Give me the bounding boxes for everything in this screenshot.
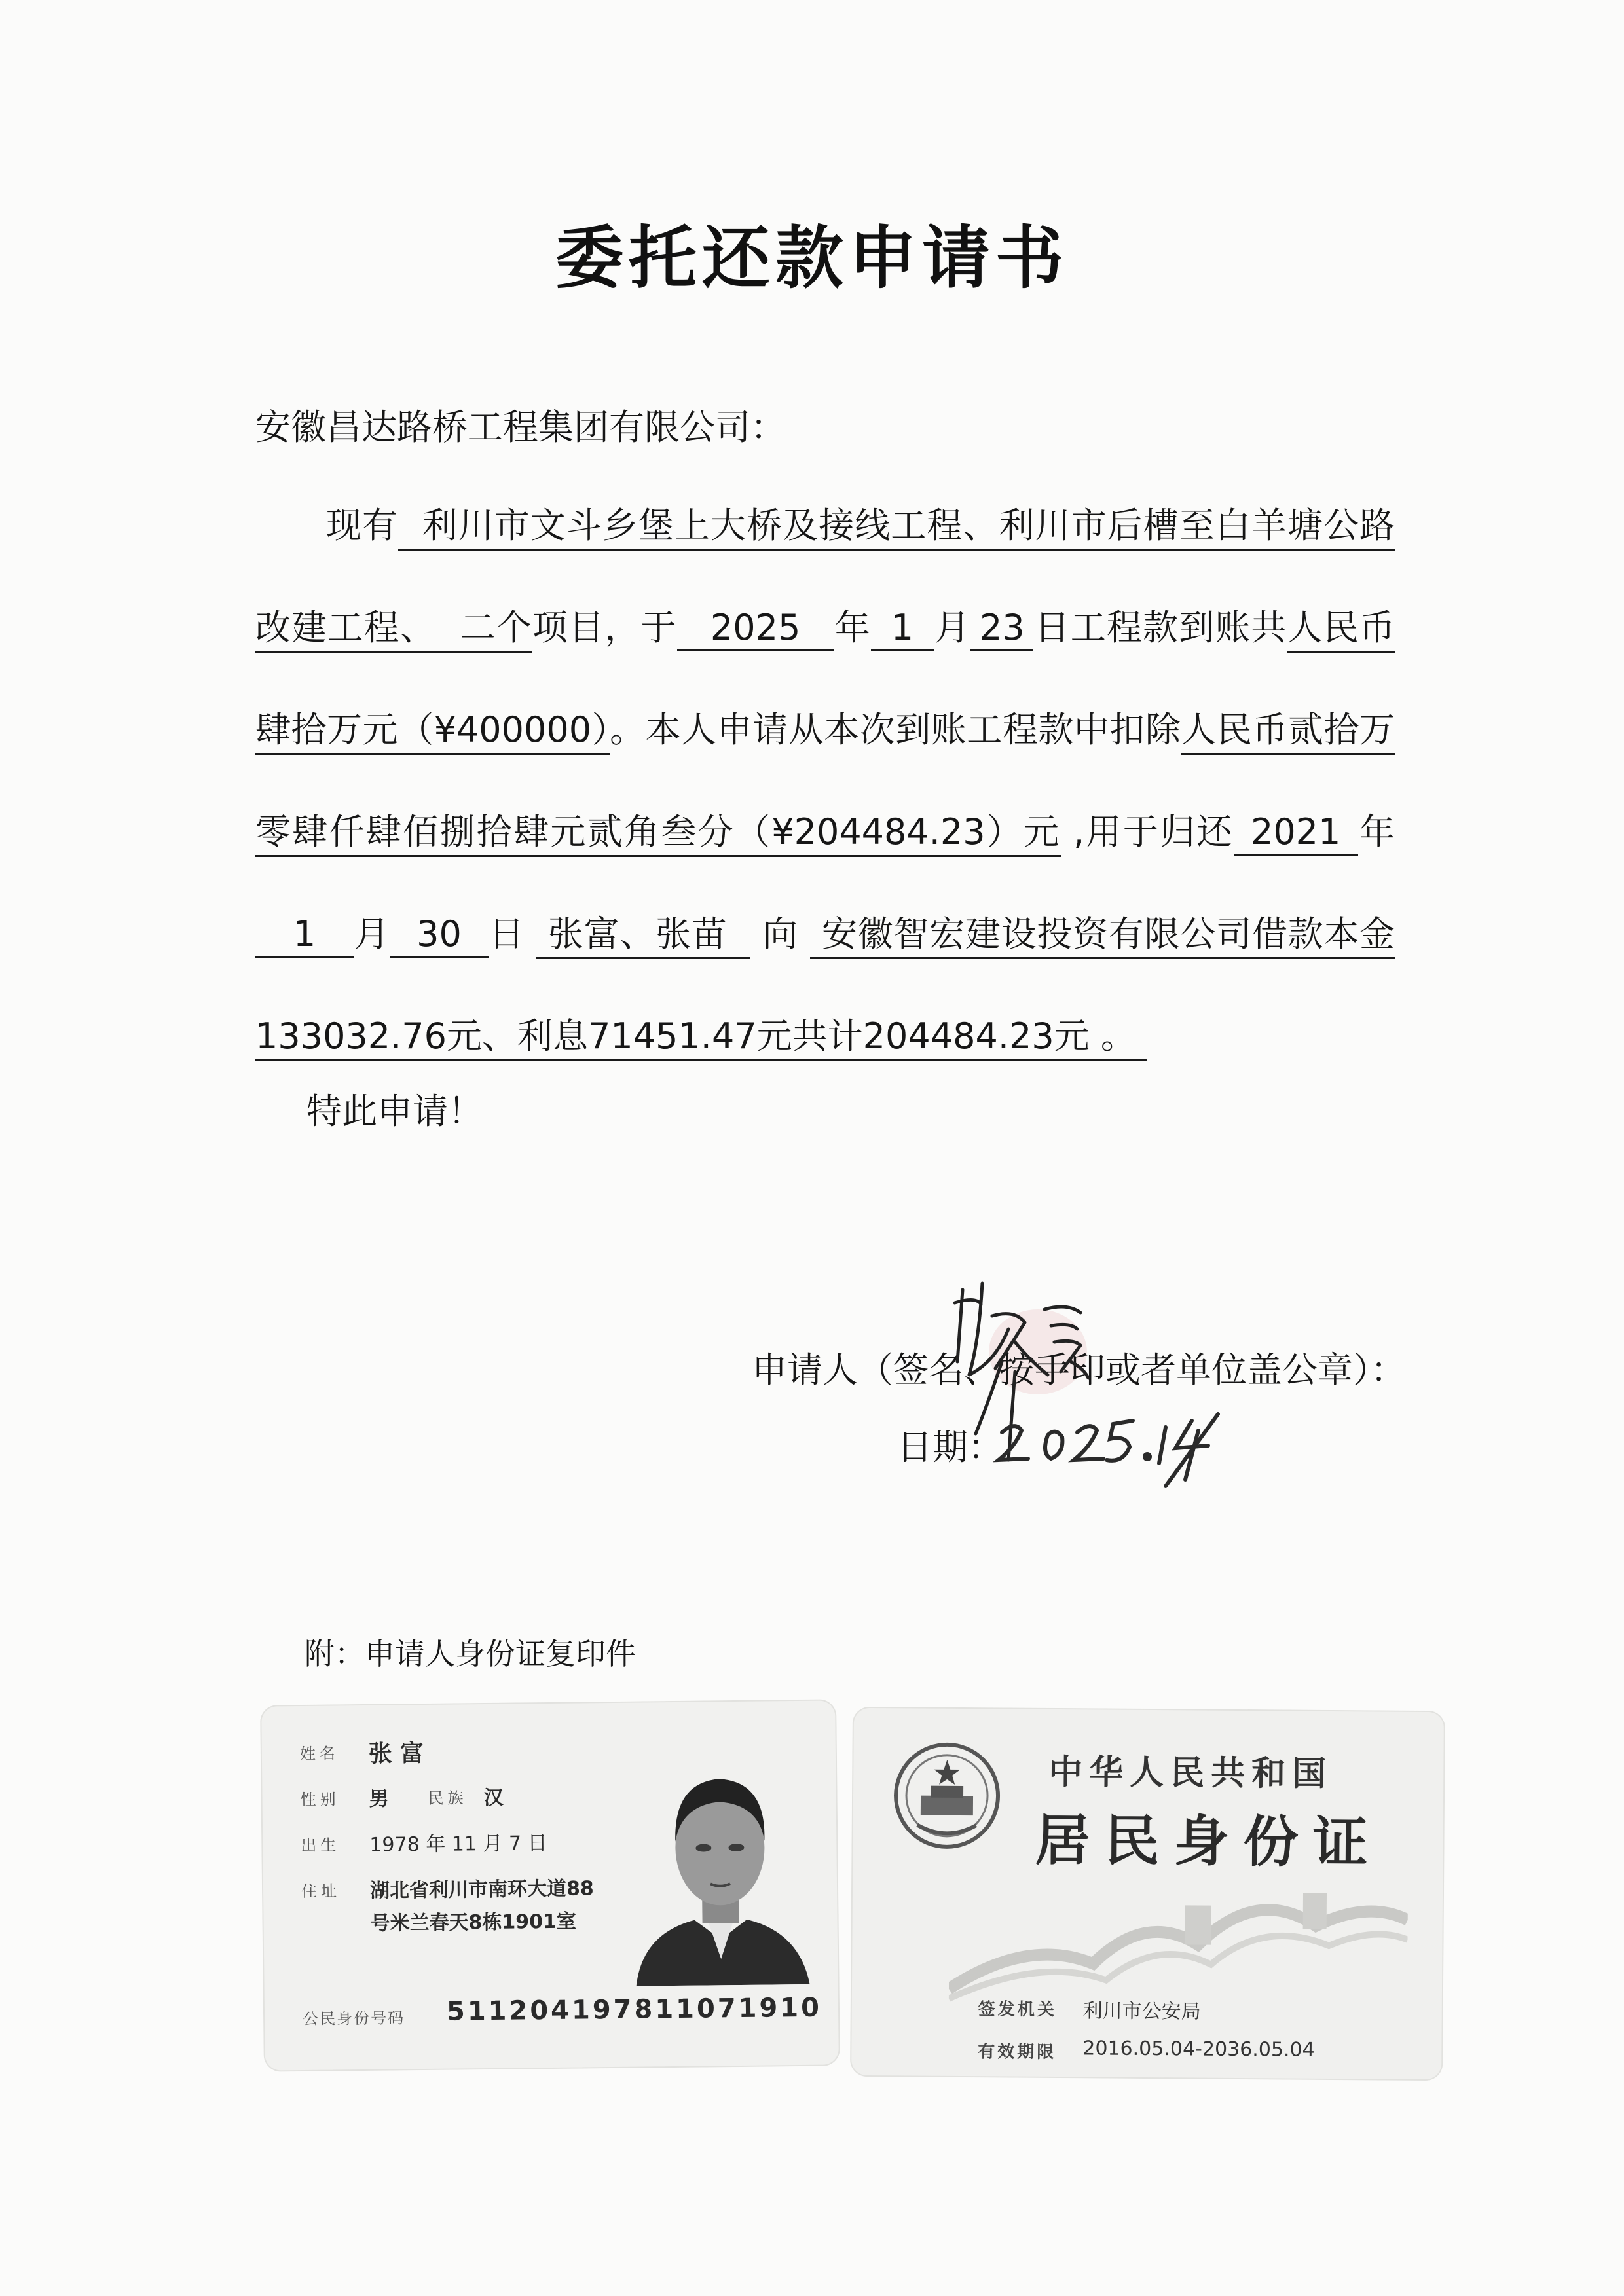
id-card-front <box>260 1699 840 2071</box>
deduct-amount-field: 人民币贰拾万零肆仟肆佰捌拾肆元贰角叁分（¥204484.23）元 <box>255 709 1395 857</box>
arrival-day-field: 23 <box>970 606 1033 651</box>
text-segment: ,用于归还 <box>1060 811 1234 852</box>
loan-detail-field: 安徽智宏建设投资有限公司借款本金133032.76元、利息71451.47元共计204484.23元 。 <box>255 913 1395 1061</box>
loan-day-field: 30 <box>390 913 489 958</box>
text-segment: 向 <box>762 913 799 955</box>
name-value: 张富 <box>368 1740 432 1768</box>
address-line-2: 号米兰春天8栋1901室 <box>370 1910 577 1935</box>
sex-value: 男 <box>369 1787 389 1811</box>
text-segment: 项目，于 <box>532 607 677 648</box>
borrowers-field: 张富、张苗 <box>536 913 750 959</box>
national-emblem-icon <box>891 1740 1003 1851</box>
arrival-year-field: 2025 <box>677 606 834 651</box>
address-label: 住址 <box>301 1882 341 1901</box>
text-segment: 。本人申请从本次到账工程款中扣除 <box>610 709 1181 750</box>
text-segment: 日 <box>488 913 525 955</box>
attachment-label: 附：申请人身份证复印件 <box>304 1636 636 1671</box>
project-count: 二个 <box>460 607 532 648</box>
id-number-label: 公民身份号码 <box>302 2009 405 2028</box>
loan-month-field: 1 <box>255 913 354 958</box>
text-segment: 年 <box>1357 811 1395 852</box>
text-segment: 月 <box>354 913 390 955</box>
name-label: 姓名 <box>299 1744 340 1763</box>
received-amount-field: 人民币肆拾万元（¥400000） <box>255 607 1395 755</box>
birth-value: 1978 年 11 月 7 日 <box>369 1832 547 1857</box>
text-segment: 现有 <box>326 505 399 546</box>
date-label: 日期： <box>897 1427 1003 1468</box>
great-wall-watermark <box>949 1858 1409 2012</box>
request-body <box>255 475 1395 1087</box>
applicant-signature-label: 申请人（签名、按手印或者单位盖公章）： <box>752 1349 1406 1391</box>
birth-label: 出生 <box>301 1836 341 1855</box>
address-line-1: 湖北省利川市南环大道88 <box>369 1877 594 1903</box>
addressee: 安徽昌达路桥工程集团有限公司： <box>255 407 786 448</box>
card-country-title: 中华人民共和国 <box>1048 1751 1333 1794</box>
projects-field: 利川市文斗乡堡上大桥及接线工程、利川市后槽至白羊塘公路改建工程、 二个 <box>255 505 1395 653</box>
validity-label: 有效期限 <box>978 2042 1057 2063</box>
authority-label: 签发机关 <box>978 1999 1057 2020</box>
text-segment: 年 <box>834 607 871 648</box>
id-number-value: 511204197811071910 <box>446 1992 822 2027</box>
text-segment: 日工程款到账共 <box>1033 607 1287 648</box>
handwritten-signature <box>917 1264 1283 1525</box>
validity-value: 2016.05.04-2036.05.04 <box>1082 2037 1315 2062</box>
id-card-back <box>850 1707 1445 2081</box>
arrival-month-field: 1 <box>871 606 934 651</box>
card-type-title: 居民身份证 <box>1035 1807 1382 1875</box>
document-title: 委托还款申请书 <box>555 217 1069 298</box>
ethnicity-value: 汉 <box>483 1786 504 1810</box>
authority-value: 利川市公安局 <box>1082 1999 1201 2024</box>
sex-label: 性别 <box>300 1790 340 1809</box>
portrait-photo <box>621 1742 820 1986</box>
ethnicity-label: 民族 <box>428 1789 468 1808</box>
closing-statement: 特此申请！ <box>306 1091 483 1132</box>
text-segment: 月 <box>933 607 971 648</box>
loan-year-field: 2021 <box>1234 811 1358 856</box>
